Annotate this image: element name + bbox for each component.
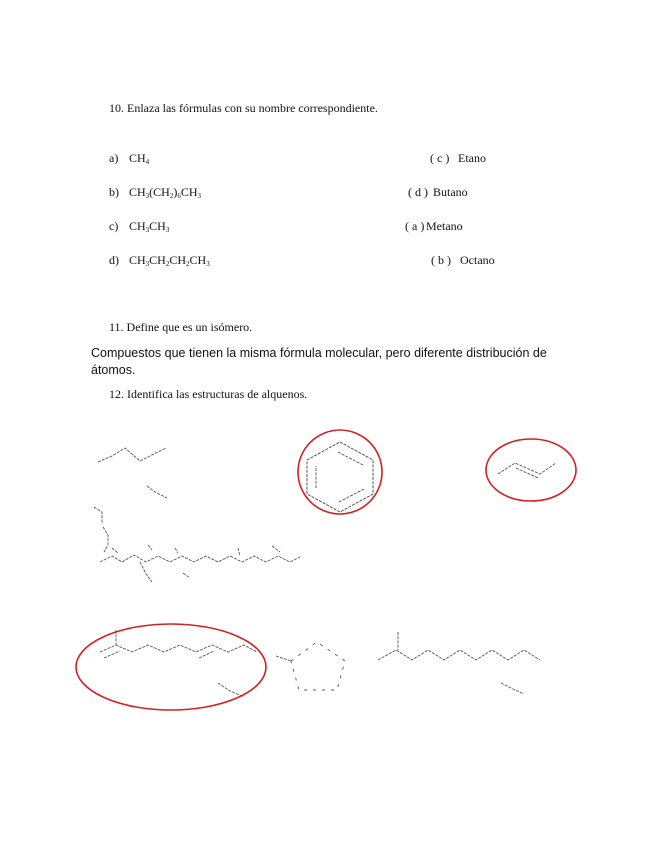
circle-butene — [486, 439, 576, 501]
question-10-title: 10. Enlaza las fórmulas con su nombre correspondiente. — [109, 101, 378, 115]
question-11-answer: Compuestos que tienen la misma fórmula molecular, pero diferente distribución de átomos. — [91, 346, 547, 377]
formula-text: CH — [129, 151, 146, 165]
formula-text: CH — [189, 253, 207, 267]
question-12-title: 12. Identifica las estructuras de alquenos. — [109, 387, 308, 401]
formula-subscript: 3 — [165, 226, 170, 234]
structure-cyclopentane — [276, 642, 345, 690]
formula-subscript: 3 — [145, 260, 150, 268]
structure-benzene — [307, 442, 373, 512]
formula-subscript: 2 — [186, 260, 190, 268]
formula-subscript: 3 — [145, 192, 150, 200]
match-name: Metano — [426, 219, 463, 233]
formula-text: CH — [180, 185, 198, 199]
formula-subscript: 3 — [197, 192, 202, 200]
structure-long-chain — [94, 507, 300, 582]
question-11-title: 11. Define que es un isómero. — [109, 320, 253, 334]
match-name: Etano — [458, 151, 486, 165]
item-letter: c) — [109, 219, 119, 233]
match-letter: ( c ) — [430, 151, 450, 165]
formula-subscript: 2 — [165, 260, 170, 268]
formula-subscript: 3 — [206, 260, 210, 268]
structure-branched-alkane — [98, 448, 167, 498]
formula-subscript: 6 — [177, 192, 181, 200]
item-letter: a) — [109, 151, 119, 165]
formula-text: CH — [149, 219, 166, 233]
item-letter: d) — [109, 253, 119, 267]
formula-subscript: 2 — [169, 192, 174, 200]
formula-subscript: 3 — [145, 226, 150, 234]
formula-text: (CH — [149, 185, 170, 199]
structure-butene — [498, 463, 556, 478]
circle-diene — [76, 624, 266, 710]
match-letter: ( b ) — [431, 253, 451, 267]
structure-branched-alkane-2 — [378, 632, 540, 694]
match-letter: ( d ) — [408, 185, 428, 199]
structure-diene — [100, 630, 257, 697]
match-letter: ( a ) — [405, 219, 425, 233]
formula-text: ) — [173, 185, 178, 199]
formula-text: CH — [149, 253, 166, 267]
item-letter: b) — [109, 185, 119, 199]
formula-text: CH — [169, 253, 187, 267]
match-name: Butano — [433, 185, 468, 199]
formula-text: CH — [129, 253, 146, 267]
formula-text: CH — [129, 219, 146, 233]
formula-subscript: 4 — [145, 158, 150, 166]
formula-text: CH — [129, 185, 146, 199]
match-name: Octano — [460, 253, 495, 267]
